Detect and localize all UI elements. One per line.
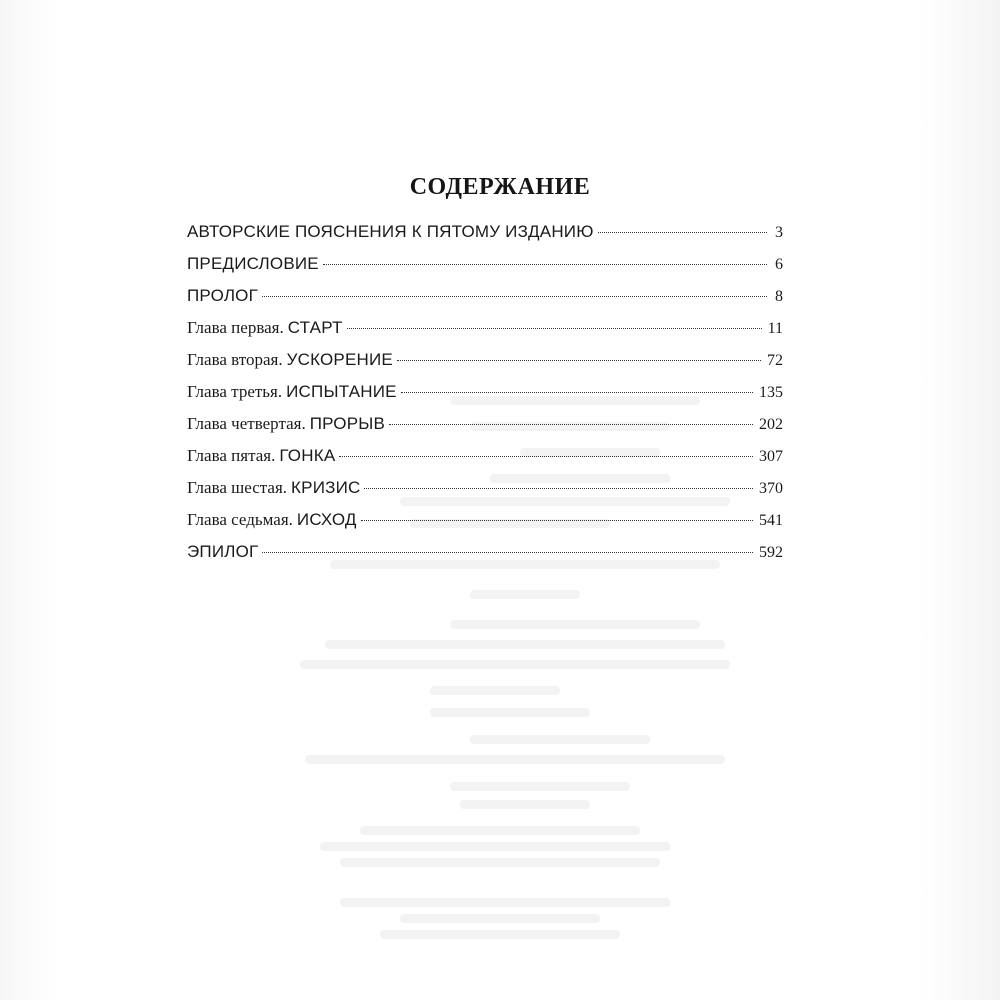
toc-entry (187, 414, 783, 446)
toc-entry-page: 370 (759, 480, 783, 497)
dot-leader (364, 488, 753, 489)
toc-entry-page: 8 (775, 288, 783, 305)
toc-title: СОДЕРЖАНИЕ (409, 174, 591, 200)
toc-entry-name: УСКОРЕНИЕ (286, 350, 393, 369)
toc-entry-page: 6 (775, 256, 783, 273)
toc-entry-name: СТАРТ (287, 318, 343, 337)
toc-entry-prefix: Глава шестая. (187, 478, 288, 497)
dot-leader (262, 296, 767, 297)
toc-entry-prefix: Глава третья. (187, 382, 283, 401)
toc-list (187, 222, 783, 574)
toc-entry-page: 541 (759, 512, 783, 529)
toc-entry (187, 318, 783, 350)
dot-leader (598, 232, 767, 233)
toc-entry-prefix: Глава вторая. (187, 350, 283, 369)
toc-entry-label (187, 542, 258, 562)
dot-leader (323, 264, 767, 265)
toc-entry-label (187, 254, 319, 274)
toc-entry (187, 222, 783, 254)
toc-entry-name: АВТОРСКИЕ ПОЯСНЕНИЯ К ПЯТОМУ ИЗДАНИЮ (187, 222, 594, 241)
toc-entry-prefix: Глава первая. (187, 318, 284, 337)
toc-entry-name: ГОНКА (279, 446, 336, 465)
dot-leader (262, 552, 753, 553)
toc-entry (187, 382, 783, 414)
toc-entry-prefix: Глава пятая. (187, 446, 276, 465)
toc-entry-name: ПРОЛОГ (187, 286, 259, 305)
dot-leader (361, 520, 753, 521)
dot-leader (339, 456, 753, 457)
toc-entry-page: 72 (767, 352, 783, 369)
toc-entry-page: 592 (759, 544, 783, 561)
dot-leader (397, 360, 761, 361)
dot-leader (389, 424, 753, 425)
toc-entry-label (187, 318, 343, 338)
toc-entry-label (187, 414, 385, 434)
toc-entry-page: 135 (759, 384, 783, 401)
toc-entry-name: ПРОРЫВ (309, 414, 386, 433)
toc-entry-prefix: Глава седьмая. (187, 510, 293, 529)
toc-entry (187, 478, 783, 510)
dot-leader (347, 328, 762, 329)
dot-leader (401, 392, 753, 393)
toc-entry-label (187, 382, 397, 402)
toc-entry-label (187, 478, 360, 498)
toc-entry-name: ЭПИЛОГ (187, 542, 259, 561)
toc-entry-name: ИСХОД (296, 510, 357, 529)
toc-entry (187, 446, 783, 478)
toc-entry-page: 11 (767, 320, 783, 337)
toc-entry-name: ИСПЫТАНИЕ (286, 382, 397, 401)
toc-entry-page: 202 (759, 416, 783, 433)
toc-entry (187, 510, 783, 542)
toc-entry-label (187, 286, 258, 306)
toc-entry (187, 286, 783, 318)
toc-entry-page: 3 (775, 224, 783, 241)
toc-entry-prefix: Глава четвертая. (187, 414, 306, 433)
toc-entry (187, 350, 783, 382)
toc-entry-label (187, 222, 594, 242)
toc-entry-name: ПРЕДИСЛОВИЕ (187, 254, 319, 273)
toc-entry-page: 307 (759, 448, 783, 465)
toc-entry-label (187, 510, 357, 530)
toc-entry (187, 254, 783, 286)
toc-entry-label (187, 350, 393, 370)
toc-entry-label (187, 446, 335, 466)
toc-entry-name: КРИЗИС (291, 478, 361, 497)
toc-entry (187, 542, 783, 574)
